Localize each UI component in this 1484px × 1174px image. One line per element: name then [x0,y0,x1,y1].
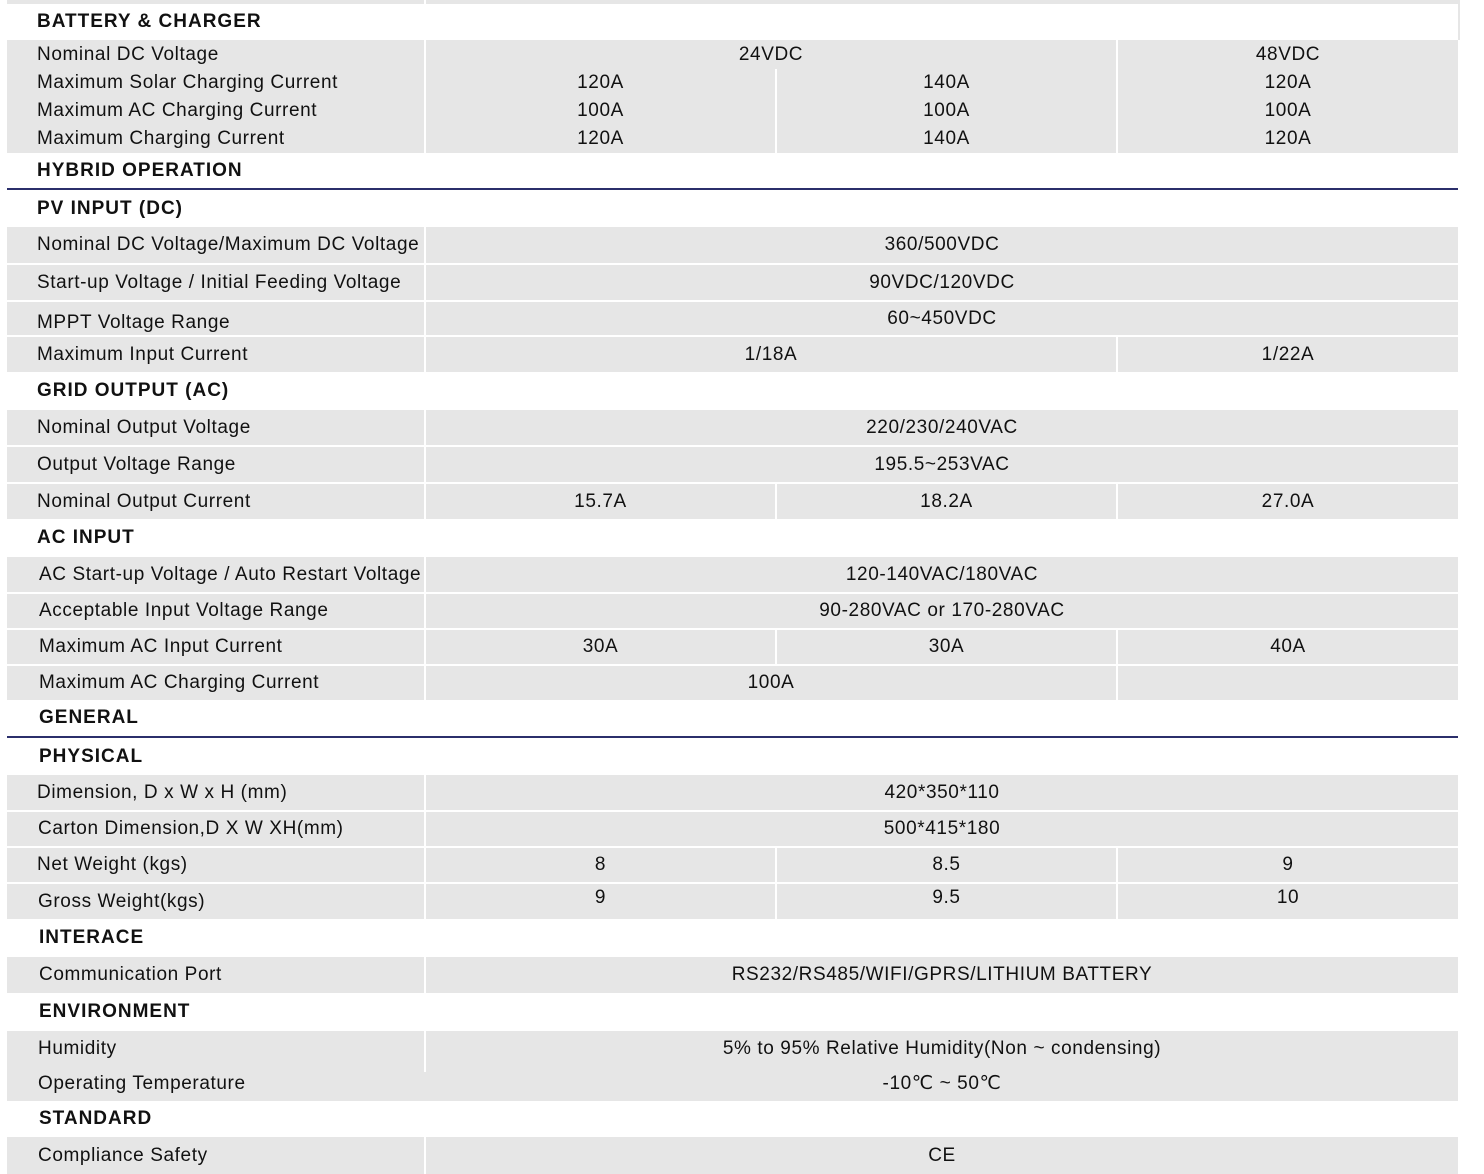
spec-value: 30A [928,636,965,657]
spec-value: 9 [594,887,607,908]
spec-row-max-solar-charging [7,69,1458,97]
section-environment [7,993,1458,1031]
spec-value: 120-140VAC/180VAC [845,563,1039,585]
section-battery-charger [7,4,1458,40]
section-hybrid-operation [7,153,1458,188]
section-heading: GRID OUTPUT (AC) [37,380,230,401]
spec-value: 100A [747,672,795,693]
spec-value: 420*350*110 [884,781,1000,803]
spec-row-net-weight [7,848,1458,882]
spec-value: 5% to 95% Relative Humidity(Non ~ condensing) [722,1037,1162,1059]
spec-value: 140A [923,72,970,93]
spec-value: 1/22A [1261,343,1315,365]
spec-label: Start-up Voltage / Initial Feeding Voltage [37,271,402,293]
spec-value: 100A [577,100,624,121]
section-general [7,700,1458,736]
spec-value: 40A [1270,636,1306,657]
spec-value: 30A [582,636,619,657]
spec-value: 120A [577,72,624,93]
spec-label: Maximum AC Charging Current [39,672,320,693]
spec-label: Nominal DC Voltage [37,43,219,65]
spec-label: Maximum Solar Charging Current [37,72,338,93]
spec-row-nominal-dc-voltage [7,40,1458,69]
spec-row-max-input-current [7,337,1458,372]
spec-value: CE [928,1144,956,1166]
spec-value: 9 [1282,854,1294,875]
spec-label: Operating Temperature [38,1072,246,1094]
section-heading: PV INPUT (DC) [37,197,183,219]
spec-value: 9.5 [932,887,961,908]
section-heading: BATTERY & CHARGER [37,11,262,32]
section-physical [7,738,1458,775]
section-heading: STANDARD [39,1108,153,1129]
spec-row-max-ac-input-current [7,630,1458,664]
section-heading: AC INPUT [37,527,135,548]
spec-value: 120A [1264,128,1312,149]
spec-label: Maximum Input Current [37,343,249,365]
right-edge-mark [1458,0,1460,40]
spec-label: MPPT Voltage Range [37,311,231,333]
spec-value: 220/230/240VAC [866,416,1018,438]
spec-value: -10℃ ~ 50℃ [882,1073,1002,1094]
section-heading: HYBRID OPERATION [37,159,243,181]
spec-label: AC Start-up Voltage / Auto Restart Voltage [39,563,422,585]
spec-value: 140A [923,128,970,149]
spec-value: 500*415*180 [883,818,1001,839]
spec-row-nominal-output-voltage [7,410,1458,445]
spec-row-carton-dimension [7,812,1458,846]
spec-label: Nominal Output Current [37,490,251,512]
spec-label: Gross Weight(kgs) [38,890,206,912]
spec-label: Acceptable Input Voltage Range [39,600,329,621]
spec-value: 24VDC [738,43,804,65]
spec-label: Dimension, D x W x H (mm) [37,781,288,803]
spec-value: 27.0A [1261,490,1315,512]
section-heading: ENVIRONMENT [39,1001,191,1022]
spec-value: 8.5 [932,854,961,875]
spec-value: 360/500VDC [884,234,1000,255]
spec-row-gross-weight [7,884,1458,919]
section-pv-input [7,190,1458,227]
section-heading: PHYSICAL [39,745,144,767]
spec-value: 195.5~253VAC [874,453,1010,475]
spec-value: 120A [1264,72,1312,93]
spec-row-compliance-safety [7,1137,1458,1174]
spec-row-output-voltage-range [7,447,1458,482]
section-heading: INTERACE [39,927,145,948]
spec-value: 100A [923,100,970,121]
spec-row-max-ac-charging [7,97,1458,125]
spec-value: 15.7A [574,490,627,512]
section-interface [7,919,1458,957]
spec-row-max-charging [7,125,1458,153]
spec-label: Compliance Safety [38,1144,208,1166]
spec-row-operating-temperature [7,1066,1458,1101]
section-grid-output [7,372,1458,410]
spec-row-nominal-output-current [7,484,1458,519]
spec-label: Maximum AC Charging Current [37,100,318,121]
section-heading: GENERAL [39,707,139,728]
spec-value: 1/18A [744,343,798,365]
spec-label: Maximum AC Input Current [39,636,283,657]
spec-label: Maximum Charging Current [37,128,285,149]
spec-label: Output Voltage Range [37,453,236,475]
spec-row-communication-port [7,957,1458,993]
spec-value: 18.2A [920,490,973,512]
spec-label: Humidity [38,1037,117,1059]
spec-value: 90-280VAC or 170-280VAC [819,600,1065,621]
spec-row-nominal-max-dc [7,227,1458,263]
spec-row-mppt-range [7,302,1458,335]
spec-label: Carton Dimension,D X W XH(mm) [38,818,344,839]
spec-label: Net Weight (kgs) [37,854,188,875]
spec-row-acceptable-range [7,594,1458,628]
section-standard [7,1101,1458,1137]
spec-row-humidity [7,1031,1458,1066]
spec-label: Nominal DC Voltage/Maximum DC Voltage [37,234,420,255]
spec-value: 60~450VDC [887,307,997,329]
spec-value: RS232/RS485/WIFI/GPRS/LITHIUM BATTERY [731,964,1153,985]
spec-row-dimension [7,775,1458,810]
spec-label: Communication Port [39,964,222,985]
spec-value: 90VDC/120VDC [869,271,1015,293]
spec-value: 8 [594,854,607,875]
spec-row-ac-input-max-ac-charging [7,666,1458,700]
spec-label: Nominal Output Voltage [37,416,251,438]
spec-value: 10 [1276,887,1300,908]
spec-value: 48VDC [1255,43,1321,65]
spec-value: 120A [577,128,624,149]
spec-value: 100A [1264,100,1312,121]
spec-row-ac-startup-restart [7,557,1458,592]
spec-row-startup-voltage [7,265,1458,300]
section-ac-input [7,519,1458,557]
